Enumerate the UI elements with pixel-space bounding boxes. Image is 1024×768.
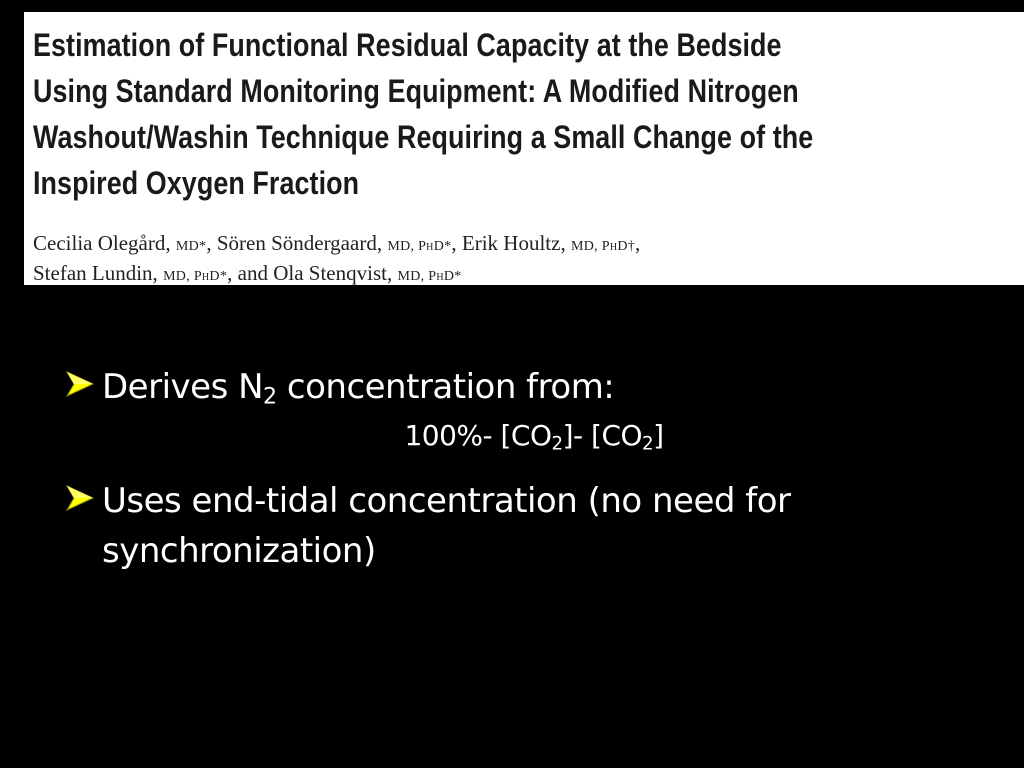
arrowhead-bullet-icon bbox=[64, 483, 96, 513]
bullet-text: Uses end-tidal concentration (no need for synchronization) bbox=[102, 481, 791, 571]
author-name: Erik Houltz, bbox=[461, 231, 566, 255]
author-list bbox=[33, 230, 640, 290]
author-degree: MD, PhD* bbox=[397, 269, 462, 284]
formula-text: 100%- [CO bbox=[404, 419, 552, 452]
paper-title-line: Washout/Washin Technique Requiring a Small Change of the bbox=[33, 119, 814, 155]
author-separator: , bbox=[635, 231, 641, 255]
arrowhead-bullet-icon bbox=[64, 369, 96, 399]
paper-title-line: Inspired Oxygen Fraction bbox=[33, 165, 360, 201]
author-separator: , and bbox=[227, 261, 274, 285]
subscript: 2 bbox=[642, 433, 654, 455]
author-degree: MD, PhD* bbox=[163, 269, 228, 284]
author-name: Sören Söndergaard, bbox=[216, 231, 383, 255]
bullet-item bbox=[64, 362, 964, 412]
bullet-item bbox=[64, 476, 964, 576]
author-name: Ola Stenqvist, bbox=[273, 261, 393, 285]
author-degree: MD, PhD* bbox=[387, 239, 452, 254]
formula-text: ]- [CO bbox=[562, 419, 643, 452]
formula bbox=[64, 416, 964, 456]
author-line bbox=[33, 230, 640, 260]
bullet-list bbox=[64, 362, 964, 576]
author-name: Stefan Lundin, bbox=[33, 261, 158, 285]
paper-title-line: Using Standard Monitoring Equipment: A Modified Nitrogen bbox=[33, 73, 799, 109]
paper-title bbox=[33, 22, 1024, 206]
bullet-text: concentration from: bbox=[276, 367, 615, 407]
bullet-text: Derives N bbox=[102, 367, 264, 407]
formula-text: ] bbox=[653, 419, 664, 452]
author-degree: MD* bbox=[175, 239, 207, 254]
author-degree: MD, PhD† bbox=[570, 239, 636, 254]
subscript: 2 bbox=[263, 383, 277, 410]
paper-title-line: Estimation of Functional Residual Capacity at the Bedside bbox=[33, 27, 782, 63]
author-separator: , bbox=[206, 231, 217, 255]
subscript: 2 bbox=[551, 433, 563, 455]
author-name: Cecilia Olegård, bbox=[33, 231, 171, 255]
author-line bbox=[33, 260, 640, 290]
paper-header-image bbox=[24, 12, 1024, 285]
author-separator: , bbox=[451, 231, 462, 255]
